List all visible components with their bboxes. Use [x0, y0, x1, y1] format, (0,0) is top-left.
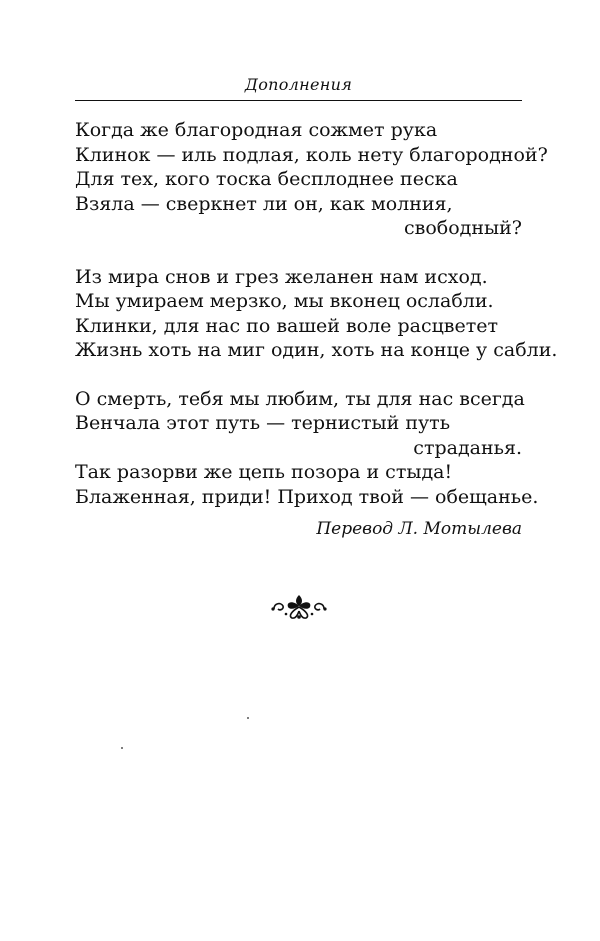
poem-line: Так разорви же цепь позора и стыда! [75, 461, 453, 483]
stanza-3 [75, 387, 539, 510]
poem [75, 118, 558, 533]
poem-line: Блаженная, приди! Приход твой — обещанье. [75, 485, 539, 508]
scan-speck [121, 747, 123, 749]
translator-credit: Перевод Л. Мотылева [316, 519, 522, 539]
poem-line: Когда же благородная сожмет рука [75, 119, 438, 141]
poem-line: Жизнь хоть на миг один, хоть на конце у сабли. [75, 339, 558, 361]
poem-line: О смерть, тебя мы любим, ты для нас всегда [75, 387, 525, 410]
poem-line: Клинки, для нас по вашей воле расцветет [75, 314, 499, 337]
stanza-1 [75, 118, 548, 241]
header-rule [75, 100, 522, 101]
poem-line: Из мира снов и грез желанен нам исход. [75, 265, 488, 288]
stanza-2 [75, 265, 558, 363]
scan-speck [247, 717, 249, 719]
running-head: Дополнения [244, 75, 353, 94]
poem-line: Для тех, кого тоска бесплоднее песка [75, 168, 458, 190]
floral-vignette-icon [270, 592, 328, 622]
poem-line: Венчала этот путь — тернистый путь [75, 412, 451, 434]
poem-line: Мы умираем мерзко, мы вконец ослабли. [75, 290, 494, 312]
poem-line-continuation: свободный? [404, 217, 522, 239]
poem-line: Клинок — иль подлая, коль нету благородной? [75, 143, 548, 166]
poem-line: Взяла — сверкнет ли он, как молния, [75, 192, 453, 215]
poem-line-continuation: страданья. [413, 436, 522, 459]
